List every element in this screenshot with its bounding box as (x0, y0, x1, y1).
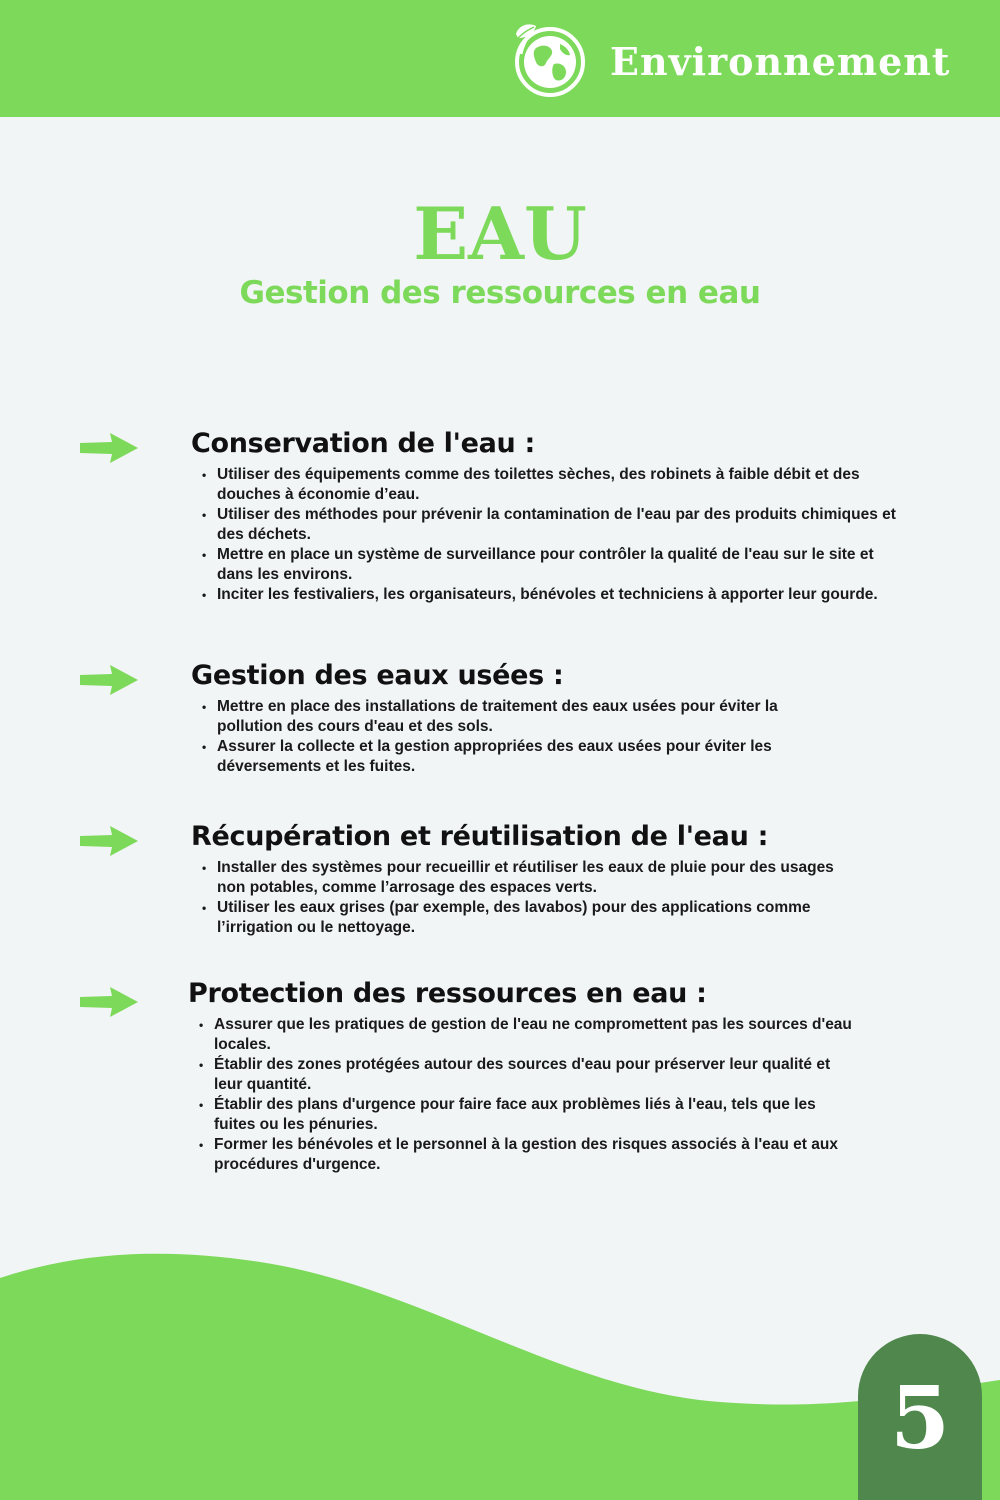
list-item: • Établir des zones protégées autour des sources d'eau pour préserver leur qualité et leur quantité. (190, 1055, 855, 1095)
earth-leaf-icon (506, 18, 590, 102)
list-item: • Inciter les festivaliers, les organisateurs, bénévoles et techniciens à apporter leur gourde. (193, 585, 903, 605)
list-item: • Utiliser des équipements comme des toilettes sèches, des robinets à faible débit et des douches à économie d’eau. (193, 465, 903, 505)
list-item: • Utiliser des méthodes pour prévenir la contamination de l'eau par des produits chimiques et des déchets. (193, 505, 903, 545)
list-item: • Utiliser les eaux grises (par exemple, des lavabos) pour des applications comme l’irrigation ou le nettoyage. (193, 898, 853, 938)
section-title: Gestion des eaux usées : (191, 660, 564, 691)
list-item: • Installer des systèmes pour recueillir et réutiliser les eaux de pluie pour des usages non potables, comme l’arrosage des espaces verts. (193, 858, 853, 898)
page-number-badge (858, 1334, 982, 1500)
section-title: Récupération et réutilisation de l'eau : (191, 821, 769, 852)
header-bar (0, 0, 1000, 117)
arrow-right-icon (78, 664, 140, 696)
section-title: Conservation de l'eau : (191, 428, 536, 459)
arrow-right-icon (78, 825, 140, 857)
list-item: • Assurer que les pratiques de gestion de l'eau ne compromettent pas les sources d'eau locales. (190, 1015, 855, 1055)
section-title: Protection des ressources en eau : (188, 978, 707, 1009)
page-subtitle: Gestion des ressources en eau (239, 275, 761, 311)
list-item: • Assurer la collecte et la gestion appropriées des eaux usées pour éviter les déversements et les fuites. (193, 737, 803, 777)
page-title: EAU (413, 191, 587, 276)
bullet-list (190, 1015, 855, 1175)
bullet-list (193, 697, 803, 777)
arrow-right-icon (78, 432, 140, 464)
list-item: • Établir des plans d'urgence pour faire face aux problèmes liés à l'eau, tels que les fuites ou les pénuries. (190, 1095, 855, 1135)
list-item: • Mettre en place un système de surveillance pour contrôler la qualité de l'eau sur le site et dans les environs. (193, 545, 903, 585)
arrow-right-icon (78, 986, 140, 1018)
list-item: • Former les bénévoles et le personnel à la gestion des risques associés à l'eau et aux procédures d'urgence. (190, 1135, 855, 1175)
brand-title: Environnement (610, 39, 951, 84)
footer-wave (0, 1240, 1000, 1500)
bullet-list (193, 858, 853, 938)
bullet-list (193, 465, 903, 605)
list-item: • Mettre en place des installations de traitement des eaux usées pour éviter la pollution des cours d'eau et des sols. (193, 697, 803, 737)
page-number: 5 (890, 1368, 950, 1469)
